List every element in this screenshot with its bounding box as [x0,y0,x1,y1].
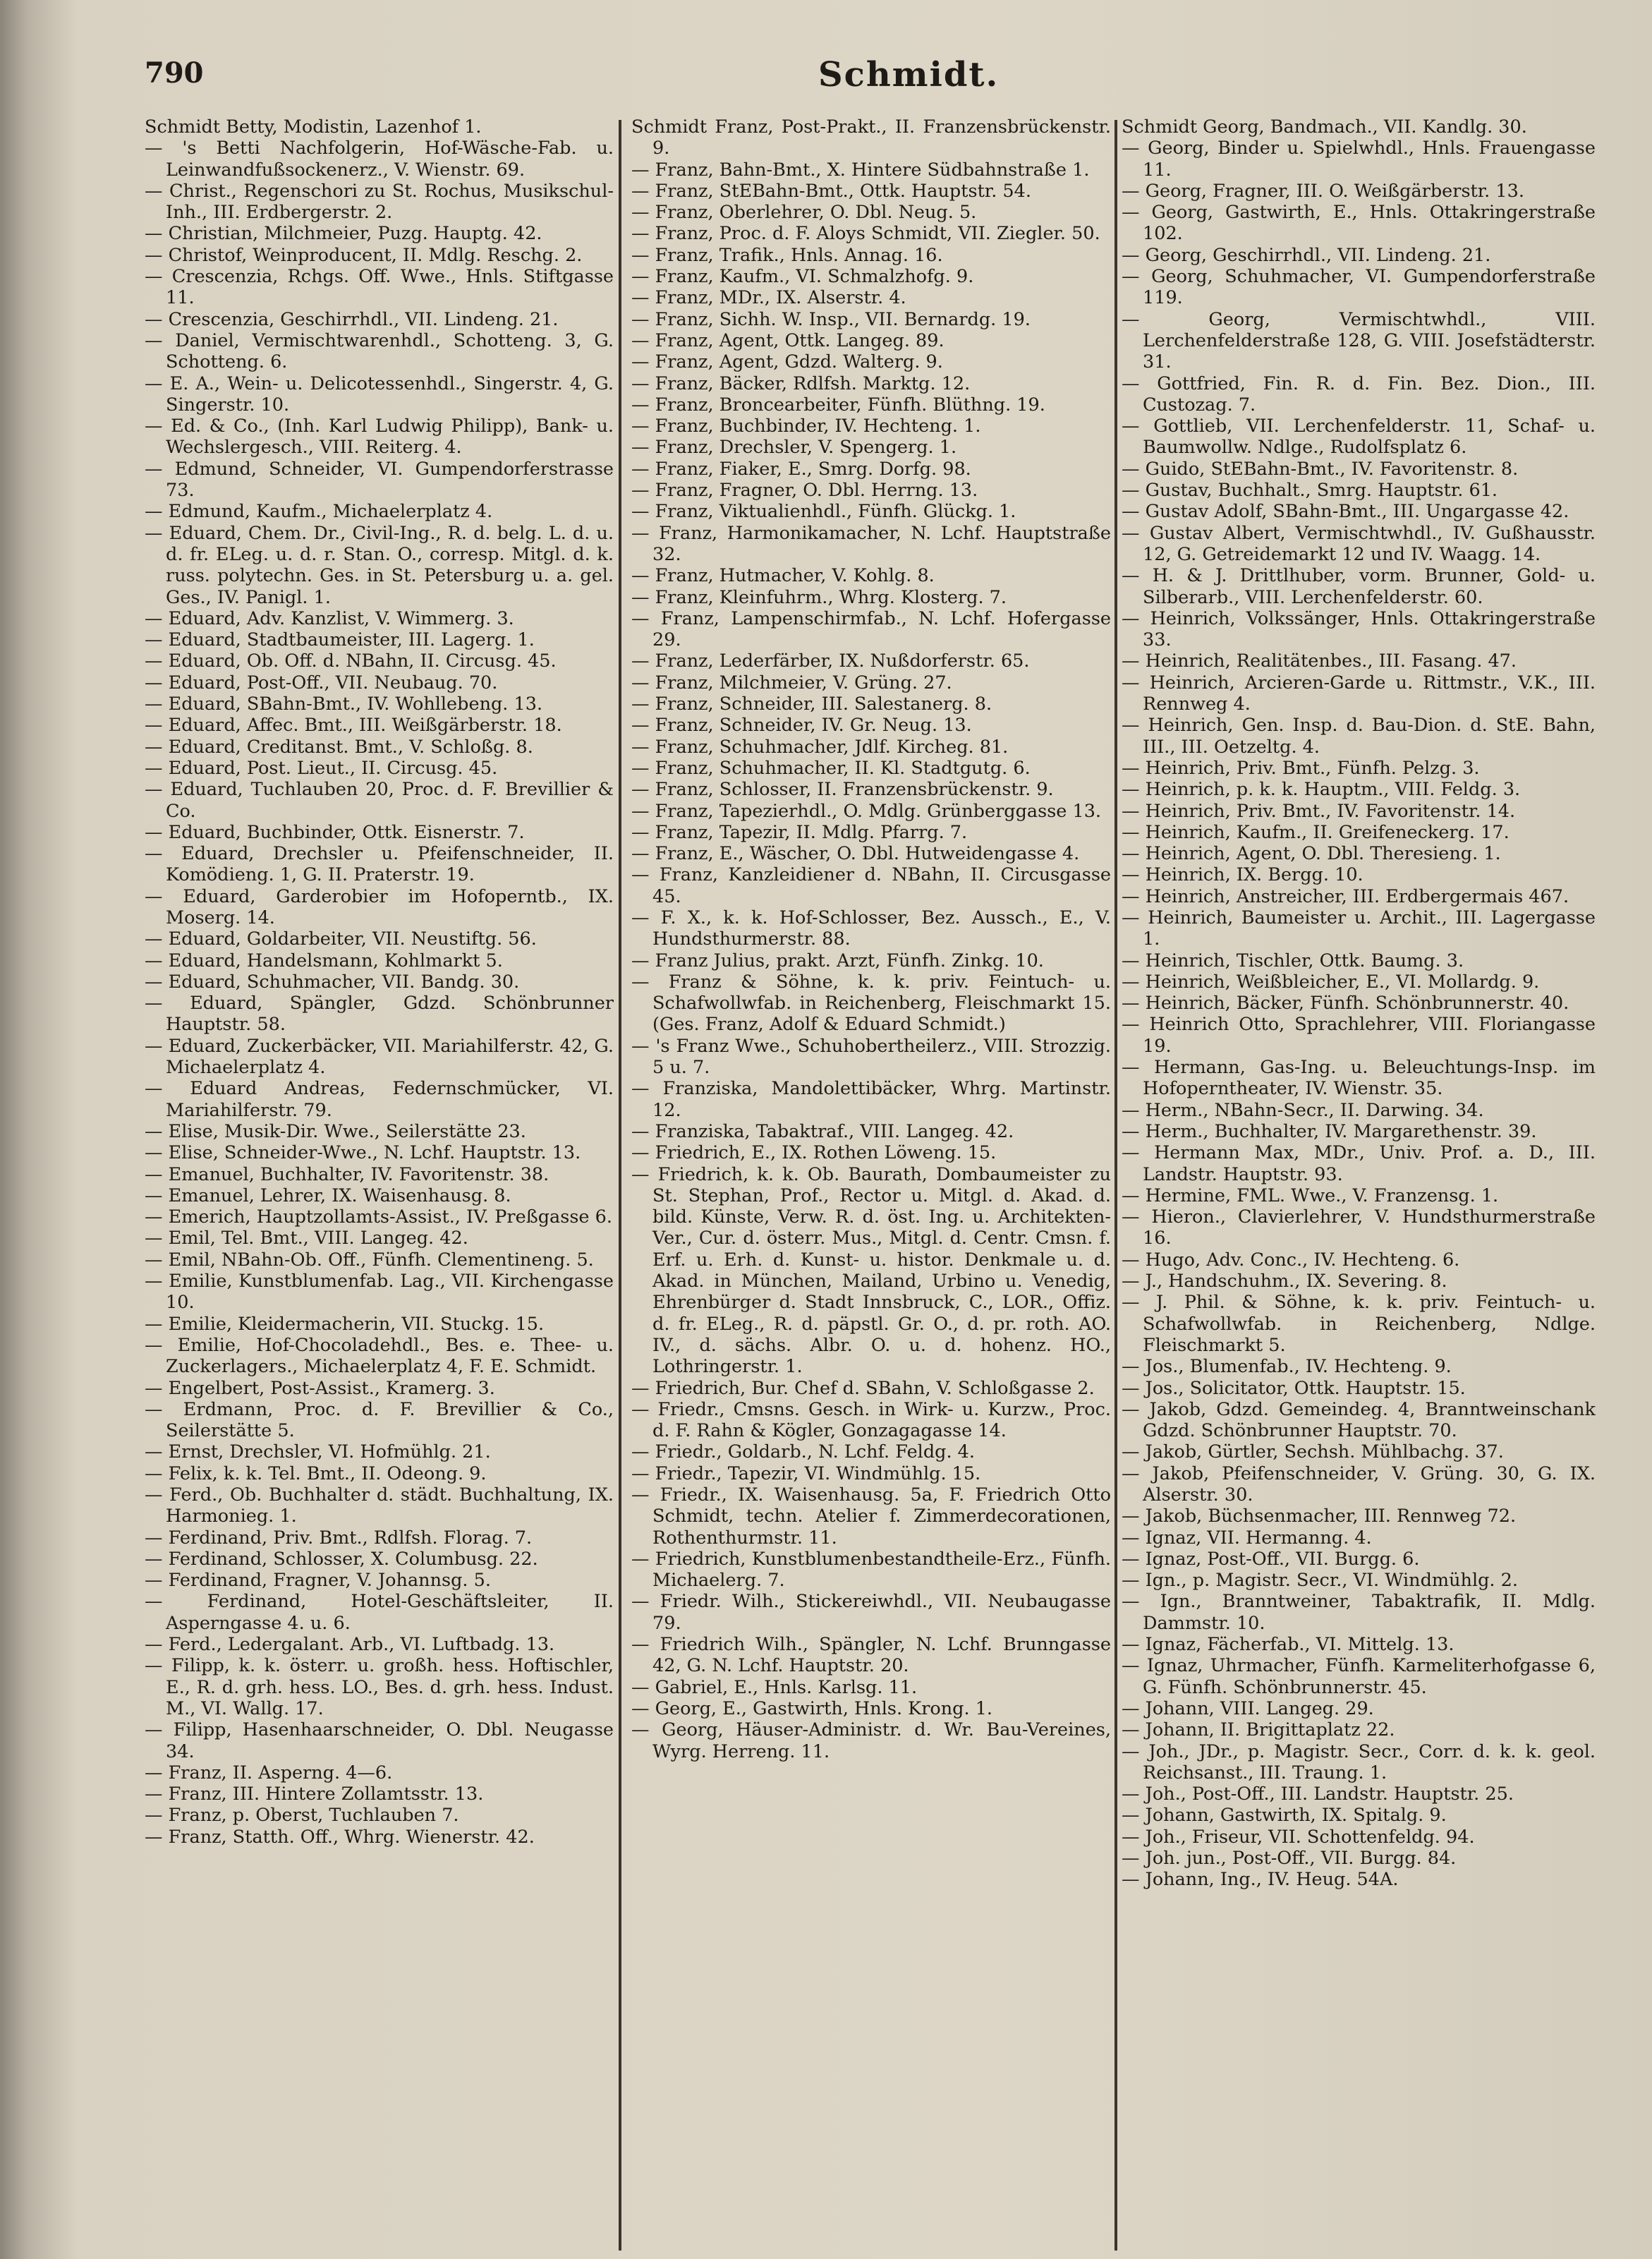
directory-entry: — Franz, Statth. Off., Whrg. Wienerstr. 42. [145,1826,535,1848]
directory-entry: — Daniel, Vermischtwarenhdl., Schotteng. 3, G. Schotteng. 6. [145,329,614,373]
directory-entry: — Johann, II. Brigittaplatz 22. [1122,1719,1395,1741]
directory-entry: — Friedr., Tapezir, VI. Windmühlg. 15. [631,1462,981,1484]
directory-entry: — Heinrich, Arcieren-Garde u. Rittmstr., V.K., III. Rennweg 4. [1122,672,1596,715]
directory-entry: — Franz, Trafik., Hnls. Annag. 16. [631,244,943,266]
directory-entry: — Jakob, Pfeifenschneider, V. Grüng. 30, G. IX. Alserstr. 30. [1122,1462,1596,1506]
directory-entry: — Emilie, Kleidermacherin, VII. Stuckg. 15. [145,1313,545,1335]
directory-entry: — Franz, Hutmacher, V. Kohlg. 8. [631,565,935,587]
directory-entry: — Franz, Schneider, III. Salestanerg. 8. [631,694,992,715]
directory-entry: — Franz, Agent, Gdzd. Walterg. 9. [631,351,943,373]
directory-entry: — Herm., Buchhalter, IV. Margarethenstr. 39. [1122,1120,1537,1142]
directory-entry: — Georg, Vermischtwhdl., VIII. Lerchenfelderstraße 128, G. VIII. Josefstädterstr. 31. [1122,308,1596,373]
directory-entry: — Joh. jun., Post-Off., VII. Burgg. 84. [1122,1848,1457,1870]
directory-entry: — Friedr., IX. Waisenhausg. 5a, F. Friedrich Otto Schmidt, techn. Atelier f. Zimmerdecorationen, Rothenthurmstr. 11. [631,1484,1111,1549]
directory-entry: — Gustav, Buchhalt., Smrg. Hauptstr. 61. [1122,480,1498,502]
directory-entry: — Franz, Milchmeier, V. Grüng. 27. [631,672,952,694]
directory-entry: — Franziska, Mandolettibäcker, Whrg. Martinstr. 12. [631,1078,1111,1121]
directory-entry: — Heinrich, Volkssänger, Hnls. Ottakringerstraße 33. [1122,607,1596,651]
directory-entry: — Jakob, Gürtler, Sechsh. Mühlbachg. 37. [1122,1441,1504,1463]
directory-entry: — Friedr., Cmsns. Gesch. in Wirk- u. Kurzw., Proc. d. F. Rahn & Kögler, Gonzagagasse 14. [631,1398,1111,1442]
directory-entry: — Ernst, Drechsler, VI. Hofmühlg. 21. [145,1441,491,1463]
directory-entry: — Christ., Regenschori zu St. Rochus, Musikschul-Inh., III. Erdbergerstr. 2. [145,180,614,224]
directory-entry: Schmidt Georg, Bandmach., VII. Kandlg. 30. [1122,116,1527,138]
directory-entry: — Johann, Gastwirth, IX. Spitalg. 9. [1122,1805,1447,1827]
page-title: Schmidt. [818,55,1000,95]
directory-entry: — Franz, Schneider, IV. Gr. Neug. 13. [631,715,972,737]
directory-entry: — Hermann, Gas-Ing. u. Beleuchtungs-Insp. im Hofoperntheater, IV. Wienstr. 35. [1122,1057,1596,1100]
directory-entry: — Ign., Branntweiner, Tabaktrafik, II. Mdlg. Dammstr. 10. [1122,1591,1596,1634]
directory-entry: — Eduard Andreas, Federnschmücker, VI. Mariahilferstr. 79. [145,1078,614,1121]
directory-entry: — Franz, p. Oberst, Tuchlauben 7. [145,1805,459,1827]
directory-entry: — Ferd., Ledergalant. Arb., VI. Luftbadg. 13. [145,1634,555,1656]
directory-entry: — Heinrich, IX. Bergg. 10. [1122,864,1363,886]
directory-entry: — Jakob, Büchsenmacher, III. Rennweg 72. [1122,1506,1517,1527]
directory-entry: — Eduard, Adv. Kanzlist, V. Wimmerg. 3. [145,607,514,629]
directory-entry: — Hermann Max, MDr., Univ. Prof. a. D., III. Landstr. Hauptstr. 93. [1122,1142,1596,1185]
directory-entry: — Ferdinand, Fragner, V. Johannsg. 5. [145,1570,491,1592]
directory-entry: — Franz, Tapezierhdl., O. Mdlg. Grünberggasse 13. [631,800,1102,822]
directory-entry: — Johann, Ing., IV. Heug. 54A. [1122,1869,1399,1891]
directory-entry: — J. Phil. & Söhne, k. k. priv. Feintuch- u. Schafwollwfab. in Reichenberg, Ndlge. Fleischmarkt 5. [1122,1292,1596,1356]
directory-entry: — Friedrich, k. k. Ob. Baurath, Dombaumeister zu St. Stephan, Prof., Rector u. Mitgl. d. Akad. d. bild. Künste, Verw. R. d. öst. Ing. u. Architekten-Ver., Cur. d. österr. Mus., Mitgl. d. Centr. Cmsn. f. Erf. u. Erh. d. Kunst- u. histor. Denkmale u. d. Akad. in München, Mailand, Urbino u. Venedig, Ehrenbürger d. Stadt Innsbruck, C., LOR., Offiz. d. fr. ELeg., R. d. päpstl. Gr. O., d. pr. roth. AO. IV., d. sächs. Albr. O. u. d. hohenz. HO., Lothringerstr. 1. [631,1163,1111,1378]
directory-entry: — Eduard, Post. Lieut., II. Circusg. 45. [145,757,498,779]
directory-entry: — Eduard, Affec. Bmt., III. Weißgärberstr. 18. [145,715,562,737]
directory-entry: — Georg, Binder u. Spielwhdl., Hnls. Frauengasse 11. [1122,138,1596,181]
directory-entry: — Emanuel, Buchhalter, IV. Favoritenstr. 38. [145,1163,549,1185]
directory-entry: — E. A., Wein- u. Delicotessenhdl., Singerstr. 4, G. Singerstr. 10. [145,373,614,416]
directory-entry: — Georg, Geschirrhdl., VII. Lindeng. 21. [1122,244,1491,266]
directory-entry: — Eduard, Schuhmacher, VII. Bandg. 30. [145,971,520,993]
directory-entry: — Ignaz, Fächerfab., VI. Mittelg. 13. [1122,1634,1454,1656]
directory-entry: — Heinrich, Gen. Insp. d. Bau-Dion. d. StE. Bahn, III., III. Oetzeltg. 4. [1122,715,1596,758]
directory-entry: — Gottfried, Fin. R. d. Fin. Bez. Dion., III. Custozag. 7. [1122,373,1596,416]
directory-entry: — Elise, Musik-Dir. Wwe., Seilerstätte 23. [145,1120,526,1142]
directory-entry: — Ignaz, VII. Hermanng. 4. [1122,1527,1372,1549]
directory-entry: — Georg, Gastwirth, E., Hnls. Ottakringerstraße 102. [1122,202,1596,245]
directory-entry: — Emil, Tel. Bmt., VIII. Langeg. 42. [145,1228,468,1249]
directory-entry: — Heinrich, Anstreicher, III. Erdbergermais 467. [1122,885,1569,907]
directory-entry: — Friedr. Wilh., Stickereiwhdl., VII. Neubaugasse 79. [631,1591,1111,1634]
directory-entry: — Jos., Solicitator, Ottk. Hauptstr. 15. [1122,1377,1466,1399]
directory-entry: — Hermine, FML. Wwe., V. Franzensg. 1. [1122,1185,1499,1206]
column-divider [619,120,621,2251]
directory-entry: — Eduard, Goldarbeiter, VII. Neustiftg. 56. [145,928,537,950]
directory-entry: — Ignaz, Post-Off., VII. Burgg. 6. [1122,1548,1420,1570]
directory-entry: — Friedrich, Bur. Chef d. SBahn, V. Schloßgasse 2. [631,1377,1095,1399]
directory-entry: — Friedr., Goldarb., N. Lchf. Feldg. 4. [631,1441,976,1463]
directory-entry: — Edmund, Kaufm., Michaelerplatz 4. [145,501,493,523]
column-3 [1122,116,1596,2254]
directory-entry: — Franz, Viktualienhdl., Fünfh. Glückg. 1. [631,501,1016,523]
directory-entry: — Hieron., Clavierlehrer, V. Hundsthurmerstraße 16. [1122,1206,1596,1249]
directory-entry: — Franz, Proc. d. F. Aloys Schmidt, VII. Ziegler. 50. [631,223,1100,245]
directory-entry: — Franz, Oberlehrer, O. Dbl. Neug. 5. [631,202,977,224]
directory-entry: — Heinrich, Kaufm., II. Greifeneckerg. 17. [1122,821,1510,843]
directory-entry: — Christof, Weinproducent, II. Mdlg. Reschg. 2. [145,244,583,266]
directory-entry: — Georg, Fragner, III. O. Weißgärberstr. 13. [1122,180,1524,202]
directory-entry: — Friedrich, E., IX. Rothen Löweng. 15. [631,1142,997,1164]
directory-entry: — Christian, Milchmeier, Puzg. Hauptg. 42. [145,223,542,245]
directory-entry: — 's Franz Wwe., Schuhobertheilerz., VIII. Strozzig. 5 u. 7. [631,1035,1111,1079]
directory-entry: — Franz, Kaufm., VI. Schmalzhofg. 9. [631,266,974,288]
directory-entry: — Franz, Broncearbeiter, Fünfh. Blüthng. 19. [631,394,1045,416]
directory-entry: — Franz, Harmonikamacher, N. Lchf. Hauptstraße 32. [631,522,1111,565]
directory-entry: — Joh., Post-Off., III. Landstr. Hauptstr. 25. [1122,1783,1514,1805]
directory-entry: — Eduard, Chem. Dr., Civil-Ing., R. d. belg. L. d. u. d. fr. ELeg. u. d. r. Stan. O., corresp. Mitgl. d. k. russ. polytechn. Ges. in St. Petersburg u. a. gel. Ges., IV. Panigl. 1. [145,522,614,608]
directory-entry: — Emanuel, Lehrer, IX. Waisenhausg. 8. [145,1185,511,1206]
directory-entry: — Ferdinand, Priv. Bmt., Rdlfsh. Florag. 7. [145,1527,533,1549]
directory-entry: — Eduard, Ob. Off. d. NBahn, II. Circusg. 45. [145,650,557,672]
page-number: 790 [145,56,204,90]
directory-entry: — Eduard, Zuckerbäcker, VII. Mariahilferstr. 42, G. Michaelerplatz 4. [145,1035,614,1079]
directory-entry: — 's Betti Nachfolgerin, Hof-Wäsche-Fab. u. Leinwandfußsockenerz., V. Wienstr. 69. [145,138,614,181]
directory-entry: — Heinrich, Bäcker, Fünfh. Schönbrunnerstr. 40. [1122,993,1569,1015]
directory-entry: — Franz, StEBahn-Bmt., Ottk. Hauptstr. 54. [631,180,1031,202]
directory-entry: — Joh., JDr., p. Magistr. Secr., Corr. d. k. k. geol. Reichsanst., III. Traung. 1. [1122,1740,1596,1783]
column-divider [1115,120,1117,2251]
directory-entry: — Erdmann, Proc. d. F. Brevillier & Co., Seilerstätte 5. [145,1398,614,1442]
directory-entry: — Heinrich Otto, Sprachlehrer, VIII. Floriangasse 19. [1122,1014,1596,1057]
directory-entry: — Herm., NBahn-Secr., II. Darwing. 34. [1122,1099,1484,1121]
directory-entry: — Elise, Schneider-Wwe., N. Lchf. Hauptstr. 13. [145,1142,581,1164]
directory-entry: Schmidt Franz, Post-Prakt., II. Franzensbrückenstr. 9. [631,116,1111,159]
directory-entry: — Franz, Fiaker, E., Smrg. Dorfg. 98. [631,458,971,480]
column-1 [145,116,614,2254]
directory-entry: — Friedrich Wilh., Spängler, N. Lchf. Brunngasse 42, G. N. Lchf. Hauptstr. 20. [631,1634,1111,1677]
directory-entry: — Franz, E., Wäscher, O. Dbl. Hutweidengasse 4. [631,843,1080,865]
directory-entry: — Ferd., Ob. Buchhalter d. städt. Buchhaltung, IX. Harmonieg. 1. [145,1484,614,1527]
directory-entry: — Franz Julius, prakt. Arzt, Fünfh. Zinkg. 10. [631,950,1044,971]
directory-entry: — Edmund, Schneider, VI. Gumpendorferstrasse 73. [145,458,614,502]
directory-entry: — Franz, Drechsler, V. Spengerg. 1. [631,437,957,459]
directory-entry: — Franz, Kleinfuhrm., Whrg. Klosterg. 7. [631,586,1007,608]
directory-entry: — Emil, NBahn-Ob. Off., Fünfh. Clementineng. 5. [145,1249,594,1271]
directory-entry: — Eduard, Drechsler u. Pfeifenschneider, II. Komödieng. 1, G. II. Praterstr. 19. [145,843,614,886]
directory-entry: — Ign., p. Magistr. Secr., VI. Windmühlg. 2. [1122,1570,1518,1592]
directory-entry: — Franz, Bahn-Bmt., X. Hintere Südbahnstraße 1. [631,159,1090,181]
directory-entry: — Heinrich, Weißbleicher, E., VI. Mollardg. 9. [1122,971,1540,993]
directory-entry: — Ed. & Co., (Inh. Karl Ludwig Philipp), Bank- u. Wechslergesch., VIII. Reiterg. 4. [145,416,614,459]
directory-entry: — Franz, Schuhmacher, Jdlf. Kircheg. 81. [631,736,1009,758]
directory-entry: — Jos., Blumenfab., IV. Hechteng. 9. [1122,1356,1452,1378]
column-2 [631,116,1111,2254]
directory-entry: — Franz, II. Asperng. 4—6. [145,1762,393,1783]
directory-entry: — Franz, Agent, Ottk. Langeg. 89. [631,329,945,351]
directory-entry: — Franz & Söhne, k. k. priv. Feintuch- u. Schafwollwfab. in Reichenberg, Fleischmarkt 15. (Ges. Franz, Adolf & Eduard Schmidt.) [631,971,1111,1036]
directory-entry: — Emerich, Hauptzollamts-Assist., IV. Preßgasse 6. [145,1206,612,1228]
directory-entry: — Engelbert, Post-Assist., Kramerg. 3. [145,1377,495,1399]
directory-entry: — Eduard, Buchbinder, Ottk. Eisnerstr. 7. [145,821,525,843]
directory-entry: — Franz, III. Hintere Zollamtsstr. 13. [145,1783,484,1805]
directory-entry: — Eduard, Spängler, Gdzd. Schönbrunner Hauptstr. 58. [145,993,614,1036]
directory-entry: — Jakob, Gdzd. Gemeindeg. 4, Branntweinschank Gdzd. Schönbrunner Hauptstr. 70. [1122,1398,1596,1442]
directory-entry: — Eduard, Garderobier im Hofoperntb., IX. Moserg. 14. [145,885,614,928]
directory-entry: — Franz, Buchbinder, IV. Hechteng. 1. [631,416,981,437]
directory-entry: — Eduard, Creditanst. Bmt., V. Schloßg. 8. [145,736,533,758]
directory-entry: — Franz, Schuhmacher, II. Kl. Stadtgutg. 6. [631,757,1031,779]
directory-entry: — Heinrich, Realitätenbes., III. Fasang. 47. [1122,650,1517,672]
directory-entry: — Franz, Schlosser, II. Franzensbrückenstr. 9. [631,779,1054,801]
directory-entry: — Emilie, Hof-Chocoladehdl., Bes. e. Thee- u. Zuckerlagers., Michaelerplatz 4, F. E. Schmidt. [145,1334,614,1378]
directory-entry: — Franz, Fragner, O. Dbl. Herrng. 13. [631,480,978,502]
directory-entry: — Hugo, Adv. Conc., IV. Hechteng. 6. [1122,1249,1460,1271]
directory-entry: — Emilie, Kunstblumenfab. Lag., VII. Kirchengasse 10. [145,1271,614,1314]
directory-entry: — Franz, Bäcker, Rdlfsh. Marktg. 12. [631,373,971,394]
directory-entry: — Eduard, Stadtbaumeister, III. Lagerg. 1. [145,629,535,651]
directory-entry: — Heinrich, Agent, O. Dbl. Theresieng. 1. [1122,843,1501,865]
directory-entry: — Franz, Lederfärber, IX. Nußdorferstr. 65. [631,650,1030,672]
directory-entry: — Filipp, Hasenhaarschneider, O. Dbl. Neugasse 34. [145,1719,614,1762]
directory-entry: — Ignaz, Uhrmacher, Fünfh. Karmeliterhofgasse 6, G. Fünfh. Schönbrunnerstr. 45. [1122,1655,1596,1698]
directory-entry: — Franz, Lampenschirmfab., N. Lchf. Hofergasse 29. [631,607,1111,651]
directory-entry: — Franz, MDr., IX. Alserstr. 4. [631,287,906,309]
directory-entry: — Gustav Adolf, SBahn-Bmt., III. Ungargasse 42. [1122,501,1569,523]
directory-entry: — Eduard, SBahn-Bmt., IV. Wohllebeng. 13. [145,694,543,715]
directory-entry: — Ferdinand, Schlosser, X. Columbusg. 22. [145,1548,538,1570]
directory-entry: — Friedrich, Kunstblumenbestandtheile-Erz., Fünfh. Michaelerg. 7. [631,1548,1111,1592]
directory-entry: — Georg, Schuhmacher, VI. Gumpendorferstraße 119. [1122,266,1596,309]
directory-entry: — Guido, StEBahn-Bmt., IV. Favoritenstr. 8. [1122,458,1519,480]
directory-entry: — Heinrich, p. k. k. Hauptm., VIII. Feldg. 3. [1122,779,1521,801]
directory-entry: — Franz, Kanzleidiener d. NBahn, II. Circusgasse 45. [631,864,1111,907]
directory-entry: — Heinrich, Tischler, Ottk. Baumg. 3. [1122,950,1464,971]
directory-entry: — J., Handschuhm., IX. Severing. 8. [1122,1271,1447,1292]
directory-entry: — Gottlieb, VII. Lerchenfelderstr. 11, Schaf- u. Baumwollw. Ndlge., Rudolfsplatz 6. [1122,416,1596,459]
directory-entry: — Eduard, Tuchlauben 20, Proc. d. F. Brevillier & Co. [145,779,614,822]
directory-entry: — Johann, VIII. Langeg. 29. [1122,1697,1374,1719]
directory-entry: — Heinrich, Baumeister u. Archit., III. Lagergasse 1. [1122,907,1596,950]
directory-entry: — Heinrich, Priv. Bmt., Fünfh. Pelzg. 3. [1122,757,1480,779]
directory-entry: — Gabriel, E., Hnls. Karlsg. 11. [631,1676,918,1698]
directory-entry: — Franz, Tapezir, II. Mdlg. Pfarrg. 7. [631,821,968,843]
directory-entry: — Georg, E., Gastwirth, Hnls. Krong. 1. [631,1697,993,1719]
directory-entry: — Heinrich, Priv. Bmt., IV. Favoritenstr. 14. [1122,800,1516,822]
directory-entry: Schmidt Betty, Modistin, Lazenhof 1. [145,116,482,138]
directory-entry: — Crescenzia, Rchgs. Off. Wwe., Hnls. Stiftgasse 11. [145,266,614,309]
page-header [0,56,1652,113]
directory-entry: — Georg, Häuser-Administr. d. Wr. Bau-Vereines, Wyrg. Herreng. 11. [631,1719,1111,1762]
directory-entry: — Crescenzia, Geschirrhdl., VII. Lindeng. 21. [145,308,559,330]
directory-entry: — Gustav Albert, Vermischtwhdl., IV. Gußhausstr. 12, G. Getreidemarkt 12 und IV. Waagg. 14. [1122,522,1596,565]
directory-entry: — Joh., Friseur, VII. Schottenfeldg. 94. [1122,1826,1475,1848]
directory-entry: — Franz, Sichh. W. Insp., VII. Bernardg. 19. [631,308,1031,330]
directory-entry: — F. X., k. k. Hof-Schlosser, Bez. Aussch., E., V. Hundsthurmerstr. 88. [631,907,1111,950]
directory-entry: — Felix, k. k. Tel. Bmt., II. Odeong. 9. [145,1462,487,1484]
directory-entry: — Eduard, Post-Off., VII. Neubaug. 70. [145,672,498,694]
directory-entry: — Eduard, Handelsmann, Kohlmarkt 5. [145,950,503,971]
directory-entry: — H. & J. Drittlhuber, vorm. Brunner, Gold- u. Silberarb., VIII. Lerchenfelderstr. 60. [1122,565,1596,608]
directory-entry: — Filipp, k. k. österr. u. großh. hess. Hoftischler, E., R. d. grh. hess. LO., Bes. d. grh. hess. Indust. M., VI. Wallg. 17. [145,1655,614,1719]
directory-entry: — Ferdinand, Hotel-Geschäftsleiter, II. Asperngasse 4. u. 6. [145,1591,614,1634]
directory-entry: — Franziska, Tabaktraf., VIII. Langeg. 42. [631,1120,1014,1142]
